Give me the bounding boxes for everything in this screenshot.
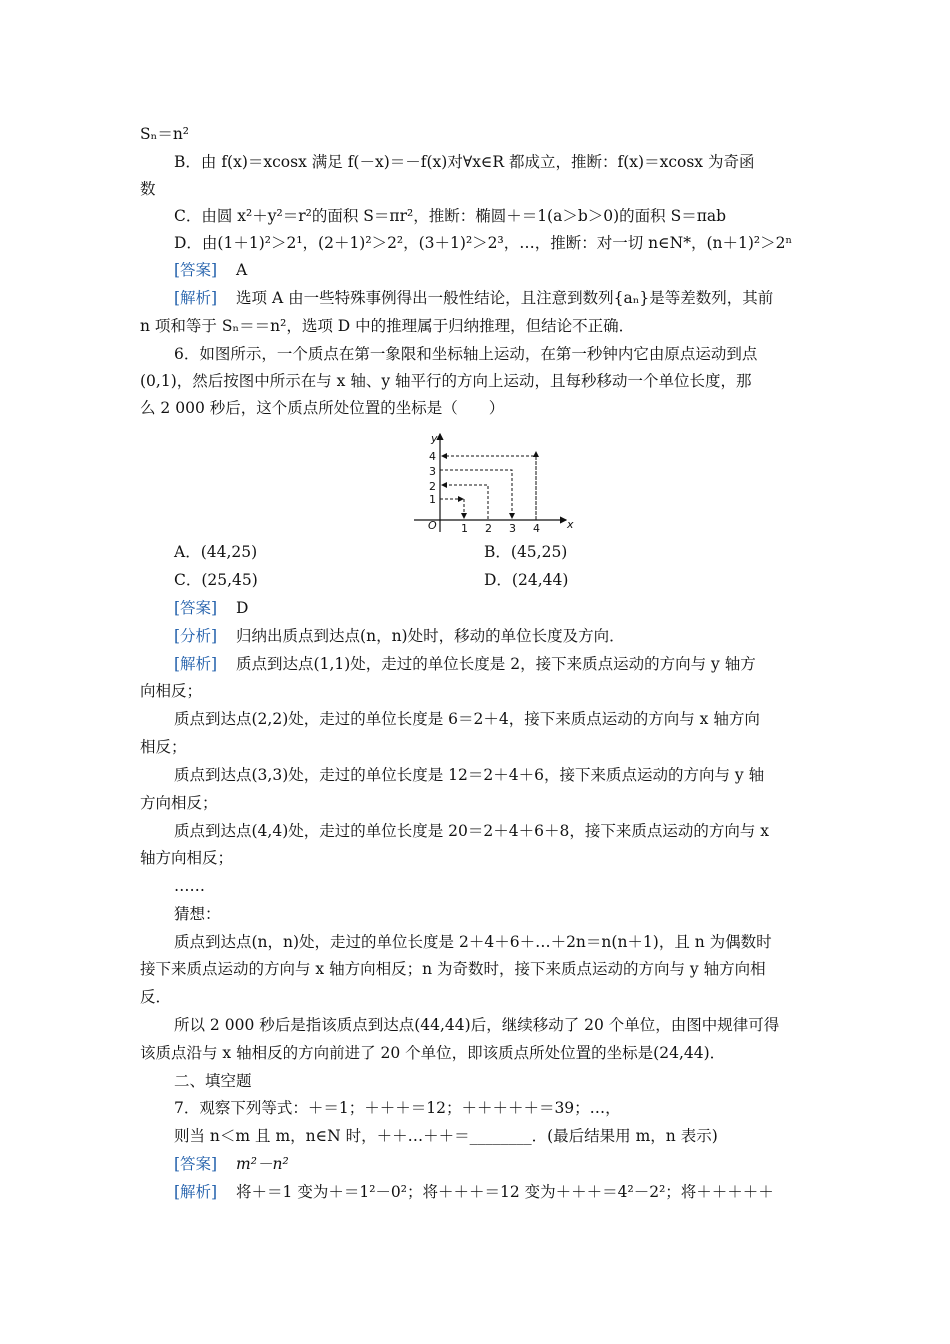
text-line: 接下来质点运动的方向与 x 轴方向相反；n 为奇数时，接下来质点运动的方向与 y 轴方向相	[140, 960, 766, 978]
y-tick-label: 3	[429, 465, 436, 478]
analysis-tag: [解析]	[174, 655, 218, 673]
answer-line	[174, 259, 247, 281]
fenxi-line	[174, 625, 625, 647]
text-line: 轴方向相反；	[140, 849, 234, 867]
answer-value: m²－n²	[236, 1155, 289, 1173]
question-7-stem: 7．观察下列等式：＋＝1；＋＋＋＝12；＋＋＋＋＋＝39；…，	[174, 1099, 621, 1117]
answer-tag: [答案]	[174, 599, 218, 617]
question-6-stem: 6．如图所示，一个质点在第一象限和坐标轴上运动，在第一秒钟内它由原点运动到点	[174, 345, 758, 363]
option-c-line: C．由圆 x²＋y²＝r²的面积 S＝πr²，推断：椭圆＋＝1(a＞b＞0)的面积 S＝πab	[174, 207, 727, 225]
x-axis-label: x	[567, 518, 574, 531]
analysis-tag: [解析]	[174, 1183, 218, 1201]
text-line: 质点到达点(n，n)处，走过的单位长度是 2＋4＋6＋…＋2n＝n(n＋1)，且 n 为偶数时	[174, 933, 772, 951]
option-b-line: B．由 f(x)＝xcosx 满足 f(－x)＝－f(x)对∀x∈R 都成立，推断：f(x)＝xcosx 为奇函	[174, 153, 755, 171]
origin-label: O	[428, 519, 437, 532]
section-heading: 二、填空题	[174, 1072, 252, 1090]
path-figure	[408, 428, 574, 536]
analysis-line	[174, 1181, 774, 1203]
y-axis-label: y	[431, 432, 438, 445]
analysis-text: 质点到达点(1,1)处，走过的单位长度是 2，接下来质点运动的方向与 y 轴方	[236, 655, 756, 673]
fenxi-tag: [分析]	[174, 627, 218, 645]
option-d-line: D．由(1＋1)²＞2¹，(2＋1)²＞2²，(3＋1)²＞2³，…，推断：对一切 n∈N*，(n＋1)²＞2ⁿ	[174, 234, 793, 252]
text-line: Sₙ＝n²	[140, 125, 190, 143]
text-line: 质点到达点(4,4)处，走过的单位长度是 20＝2＋4＋6＋8，接下来质点运动的方向与 x	[174, 822, 770, 840]
x-tick-label: 1	[461, 522, 468, 535]
answer-value: A	[236, 261, 248, 279]
answer-tag: [答案]	[174, 1155, 218, 1173]
text-line: n 项和等于 Sₙ＝＝n²，选项 D 中的推理属于归纳推理，但结论不正确．	[140, 317, 635, 335]
movement-path	[440, 452, 536, 520]
analysis-text: 将＋＝1 变为＋＝1²－0²；将＋＋＋＝12 变为＋＋＋＝4²－2²；将＋＋＋＋＋	[236, 1183, 774, 1201]
option-d: D．(24,44)	[484, 571, 569, 589]
text-line: 数	[140, 180, 156, 198]
text-line: 质点到达点(3,3)处，走过的单位长度是 12＝2＋4＋6，接下来质点运动的方向与 y 轴	[174, 766, 765, 784]
text-line: 方向相反；	[140, 794, 218, 812]
text-line: ……	[174, 877, 205, 895]
answer-value: D	[236, 599, 249, 617]
option-b: B．(45,25)	[484, 543, 568, 561]
y-tick-label: 4	[429, 450, 436, 463]
option-c: C．(25,45)	[174, 571, 258, 589]
fenxi-text: 归纳出质点到达点(n，n)处时，移动的单位长度及方向．	[236, 627, 625, 645]
text-line: 猜想：	[174, 905, 221, 923]
x-tick-label: 2	[485, 522, 492, 535]
x-tick-label: 3	[509, 522, 516, 535]
text-line: 相反；	[140, 738, 187, 756]
analysis-tag: [解析]	[174, 289, 218, 307]
answer-tag: [答案]	[174, 261, 218, 279]
text-line: 反．	[140, 988, 172, 1006]
answer-line	[174, 1153, 289, 1175]
text-line: 所以 2 000 秒后是指该质点到达点(44,44)后，继续移动了 20 个单位，由图中规律可得	[174, 1016, 780, 1034]
coordinate-diagram	[408, 428, 574, 536]
option-a: A．(44,25)	[174, 543, 258, 561]
text-line: 则当 n＜m 且 m，n∈N 时，＋＋…＋＋＝________．(最后结果用 m，n 表示)	[174, 1127, 718, 1145]
text-line: 么 2 000 秒后，这个质点所处位置的坐标是（ ）	[140, 399, 505, 417]
analysis-line	[174, 287, 773, 309]
y-tick-label: 2	[429, 480, 436, 493]
analysis-text: 选项 A 由一些特殊事例得出一般性结论，且注意到数列{aₙ}是等差数列，其前	[236, 289, 774, 307]
text-line: 该质点沿与 x 轴相反的方向前进了 20 个单位，即该质点所处位置的坐标是(24,44)．	[140, 1044, 726, 1062]
y-tick-label: 1	[429, 493, 436, 506]
x-tick-label: 4	[533, 522, 540, 535]
analysis-line	[174, 653, 756, 675]
text-line: 向相反；	[140, 682, 203, 700]
text-line: (0,1)，然后按图中所示在与 x 轴、y 轴平行的方向上运动，且每秒移动一个单位长度，那	[140, 372, 752, 390]
answer-line	[174, 597, 248, 619]
text-line: 质点到达点(2,2)处，走过的单位长度是 6＝2＋4，接下来质点运动的方向与 x 轴方向	[174, 710, 760, 728]
